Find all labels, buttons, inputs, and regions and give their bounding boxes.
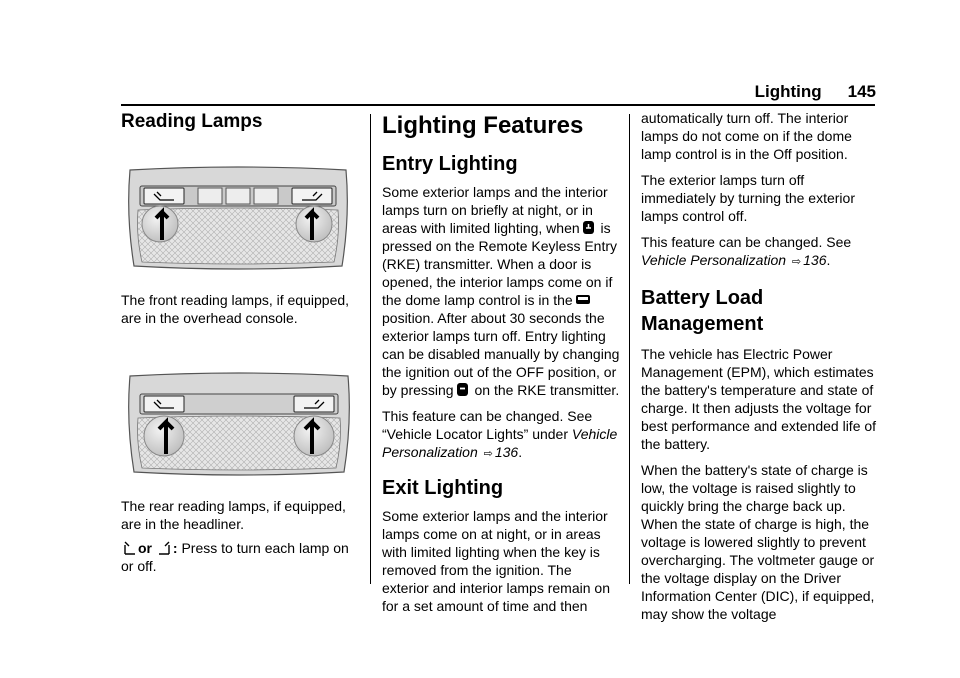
front-console-illustration bbox=[124, 166, 352, 270]
column-divider-1 bbox=[370, 114, 371, 584]
exit-personalization-note bbox=[641, 233, 877, 271]
rear-lamps-caption-block bbox=[121, 497, 361, 575]
period: . bbox=[518, 444, 523, 460]
lamp-description: Press to turn each lamp on or off. bbox=[121, 540, 349, 574]
lock-icon bbox=[456, 382, 469, 397]
reading-lamps-heading: Reading Lamps bbox=[121, 111, 263, 132]
reading-lamp-left-icon bbox=[123, 540, 136, 555]
page-number: 145 bbox=[847, 82, 876, 101]
xref-arrow-icon: ⇨ bbox=[483, 448, 493, 460]
lighting-features-heading: Lighting Features bbox=[382, 112, 584, 139]
running-head bbox=[755, 82, 876, 102]
rear-console-illustration bbox=[124, 372, 354, 476]
column-divider-2 bbox=[629, 114, 630, 584]
battery-paragraph-1: The vehicle has Electric Power Management (EPM), which estimates the battery's temperature and state of charge. It then adjusts the voltage for best performance and extended life of the battery. bbox=[641, 346, 877, 452]
entry-lighting-heading: Entry Lighting bbox=[382, 153, 518, 175]
exit-lighting-paragraph: Some exterior lamps and the interior lamps come on at night, or in areas with limited lighting when the key is removed from the ignition. The exterior and interior lamps remain on for a set amount of time and then bbox=[382, 508, 610, 614]
colon: : bbox=[172, 540, 178, 556]
entry-lighting-paragraph bbox=[382, 183, 620, 399]
exit-lighting-heading: Exit Lighting bbox=[382, 477, 504, 499]
entry-text-c: position. After about 30 seconds the exterior lamps turn off. Entry lighting can be disabled manually by changing the ignition out of the OFF position, or by pressing bbox=[382, 310, 620, 398]
period: . bbox=[826, 252, 831, 268]
unlock-icon bbox=[582, 220, 595, 235]
reading-lamp-right-icon bbox=[158, 540, 171, 555]
rear-console-graphic bbox=[124, 372, 354, 476]
battery-load-heading: Battery Load Management bbox=[641, 287, 764, 335]
exit-personalization-link[interactable]: Vehicle Personalization bbox=[641, 252, 787, 268]
right-column bbox=[641, 109, 877, 623]
or-word: or bbox=[138, 540, 152, 556]
middle-column bbox=[382, 106, 620, 615]
front-lamps-caption-block bbox=[121, 291, 357, 327]
exit-continuation-1: automatically turn off. The interior lamps do not come on if the dome lamp control is in the Off position. bbox=[641, 110, 852, 162]
lamp-button-instruction bbox=[121, 539, 361, 575]
entry-personalization-note bbox=[382, 407, 620, 463]
entry-personalization-link[interactable]: Vehicle Personalization bbox=[382, 426, 618, 460]
entry-note-text: This feature can be changed. See “Vehicle Locator Lights” under bbox=[382, 408, 593, 442]
front-console-graphic bbox=[124, 166, 352, 270]
exit-note-text: This feature can be changed. See bbox=[641, 234, 852, 250]
entry-text-b: is pressed on the Remote Keyless Entry (RKE) transmitter. When a door is opened, the interior lamps come on if the dome lamp control is in the bbox=[382, 220, 618, 308]
door-position-icon bbox=[575, 292, 591, 307]
entry-text-a: Some exterior lamps and the interior lamps turn on briefly at night, or in areas with limited lighting, when bbox=[382, 184, 608, 236]
exit-continuation-2: The exterior lamps turn off immediately by turning the exterior lamps control off. bbox=[641, 172, 855, 224]
front-lamps-caption: The front reading lamps, if equipped, are in the overhead console. bbox=[121, 292, 350, 326]
exit-page-ref[interactable]: 136 bbox=[803, 252, 827, 268]
section-name: Lighting bbox=[754, 82, 822, 101]
battery-paragraph-2: When the battery's state of charge is low, the voltage is raised slightly to quickly bring the charge back up. When the state of charge is high, the voltage is lowered slightly to prevent overcharging. The voltmeter gauge or the voltage display on the Driver Information Center (DIC), if equipped, may show the voltage bbox=[641, 462, 875, 622]
entry-text-d: on the RKE transmitter. bbox=[474, 382, 620, 398]
xref-arrow-icon: ⇨ bbox=[791, 256, 802, 268]
entry-page-ref[interactable]: 136 bbox=[494, 444, 519, 460]
rear-lamps-caption: The rear reading lamps, if equipped, are in the headliner. bbox=[121, 498, 346, 532]
